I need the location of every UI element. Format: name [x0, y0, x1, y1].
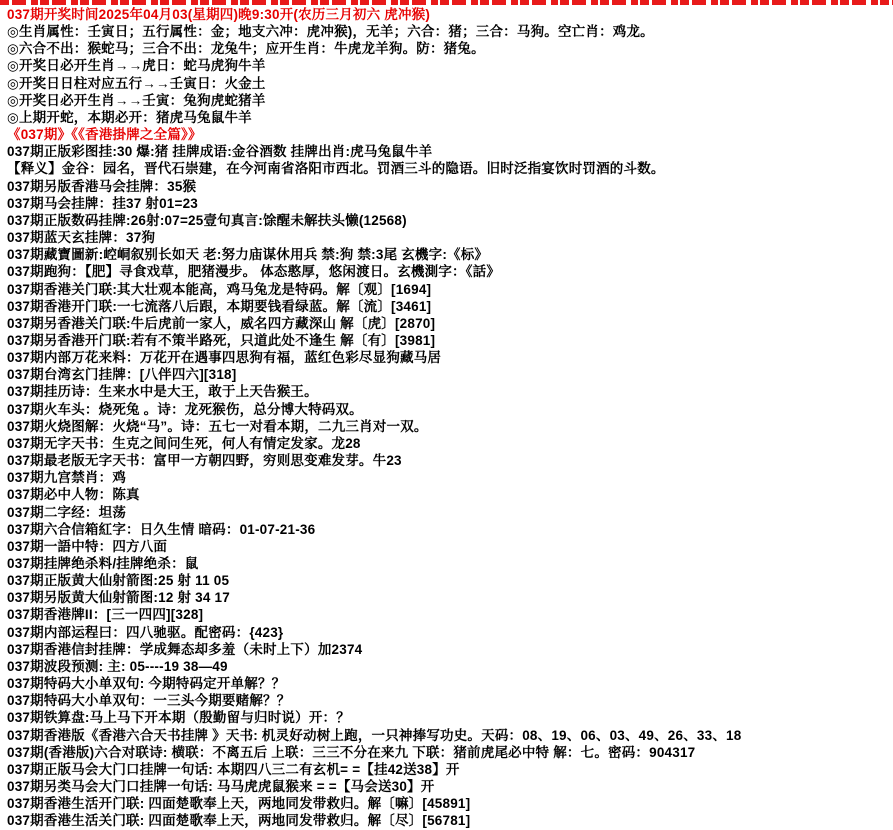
- text-line: 037期正版黄大仙射箭图:25 射 11 05: [7, 573, 230, 589]
- text-line: ◎开奖日日柱对应五行→→壬寅日：火金土: [7, 75, 266, 91]
- text-line: 037期(香港版)六合对联诗: 横联：不离五后 上联：三三不分在来九 下联：猪前虎尾必中特 解：七。密码：904317: [7, 744, 696, 760]
- text-line: 037期另香港关门联:牛后虎前一家人，威名四方藏深山 解〔虎〕[2870]: [7, 315, 436, 331]
- top-clipped-text-strip: [0, 0, 893, 5]
- text-line: 037期铁算盘:马上马下开本期（殷勤留与归时说）开：？: [7, 710, 350, 726]
- text-line: 037期香港版《香港六合天书挂牌 》天书: 机灵好动树上跑，一只神捧写功史。天码：08、19、06、03、49、26、33、18: [7, 727, 742, 743]
- text-line: 037期正版马会大门口挂牌一句话: 本期四八三二有玄机= =【挂42送38】开: [7, 761, 460, 777]
- text-line: ◎开奖日必开生肖→→壬寅：兔狗虎蛇猪羊: [7, 92, 266, 108]
- text-line: 037期无字天书：生克之间问生死，何人有情定发家。龙28: [7, 435, 361, 451]
- text-line: 037期内部万花来料：万花开在遇事四思狗有福，蓝红色彩尽显狗藏马居: [7, 350, 442, 366]
- text-line: ◎六合不出：猴蛇马；三合不出：龙兔牛；应开生肖：牛虎龙羊狗。防：猪兔。: [7, 41, 485, 57]
- text-line: 037期香港生活开门联: 四面楚歌奉上天，两地同发带救归。解〔嘛〕[45891]: [7, 796, 471, 812]
- text-line: 037期跑狗：【肥】寻食戏草，肥猪漫步。 体态憨厚，悠闲渡日。玄機測字：《話》: [7, 264, 501, 280]
- text-line: 037期另版黄大仙射箭图:12 射 34 17: [7, 590, 230, 606]
- text-line: 037期台湾玄门挂牌：[八伴四六][318]: [7, 367, 237, 383]
- text-line: 037期正版彩图挂:30 爆:猪 挂牌成语:金谷酒数 挂牌出肖:虎马兔鼠牛羊: [7, 144, 433, 160]
- text-line: 037期香港牌II：[三一四四][328]: [7, 607, 204, 623]
- text-line: 037期特码大小单双句：一三头今期要赌解？？: [7, 693, 291, 709]
- text-line: 037期六合信箱紅字：日久生情 暗码：01-07-21-36: [7, 521, 316, 537]
- text-line: 037期内部运程曰：四八驰驱。配密码：{423}: [7, 624, 284, 640]
- text-line: 037期香港开门联:一七流落八后跟，本期要钱看绿蓝。解〔流〕[3461]: [7, 298, 432, 314]
- text-line: 037期马会挂牌：挂37 射01=23: [7, 195, 199, 211]
- text-line: 037期藏寶圖新:崆峒叙别长如天 老:努力庙谋休用兵 禁:狗 禁:3尾 玄機字:《标》: [7, 247, 489, 263]
- text-line: 037期蓝天玄挂牌：37狗: [7, 230, 156, 246]
- text-line: 037期另类马会大门口挂牌一句话: 马马虎虎鼠猴来 = =【马会送30】开: [7, 779, 435, 795]
- text-line: 037期香港关门联:其大壮观本能高，鸡马兔龙是特码。解〔观〕[1694]: [7, 281, 432, 297]
- text-line: 037期另版香港马会挂牌：35猴: [7, 178, 197, 194]
- text-line: 037期特码大小单双句: 今期特码定开单解？？: [7, 676, 286, 692]
- text-line: 037期另香港开门联:若有不策半路死，只道此处不逢生 解〔有〕[3981]: [7, 332, 436, 348]
- text-line: ◎开奖日必开生肖→→虎日：蛇马虎狗牛羊: [7, 58, 266, 74]
- text-line: 《037期》《《香港掛牌之全篇》》: [7, 127, 202, 143]
- text-line: 037期必中人物：陈真: [7, 487, 140, 503]
- text-line: 037期正版数码挂牌:26射:07=25壹句真言:馀醒未解扶头懒(12568): [7, 212, 407, 228]
- text-line: 037期香港生活关门联: 四面楚歌奉上天，两地同发带救归。解〔尽〕[56781]: [7, 813, 471, 829]
- text-line: 037期挂牌绝杀料/挂牌绝杀：鼠: [7, 556, 199, 571]
- text-line: 037期波段预测: 主: 05----19 38—49: [7, 658, 228, 674]
- text-line: 037期开奖时间2025年04月03(星期四)晚9:30开(农历三月初六 虎冲猴): [7, 7, 431, 22]
- text-line: ◎上期开蛇，本期必开：猪虎马兔鼠牛羊: [7, 109, 252, 125]
- text-line: 037期香港信封挂牌：学成舞态却多羞（未时上下）加2374: [7, 641, 363, 657]
- text-line: 037期挂历诗：生来水中是大王，敢于上天告猴王。: [7, 384, 318, 400]
- text-line: 037期火车头：烧死兔 。诗：龙死猴伤，总分博大特码双。: [7, 401, 363, 417]
- content-lines: [0, 5, 893, 830]
- text-line: 【释义】金谷：园名，晋代石崇建，在今河南省洛阳市西北。罚酒三斗的隐语。旧时泛指宴饮时罚酒的斗数。: [7, 161, 665, 177]
- text-line: 037期二字经：坦荡: [7, 504, 127, 520]
- text-line: 037期九宫禁肖：鸡: [7, 470, 127, 486]
- text-line: ◎生肖属性：壬寅日；五行属性：金；地支六冲：虎冲猴)，无羊；六合：猪；三合：马狗。空亡肖：鸡龙。: [7, 24, 654, 40]
- text-line: 037期最老版无字天书：富甲一方朝四野，穷则思变难发芽。牛23: [7, 453, 402, 469]
- text-line: 037期一語中特：四方八面: [7, 538, 168, 554]
- text-line: 037期火烧图解：火烧“马”。诗：五七一对看本期，二九三肖对一双。: [7, 418, 428, 434]
